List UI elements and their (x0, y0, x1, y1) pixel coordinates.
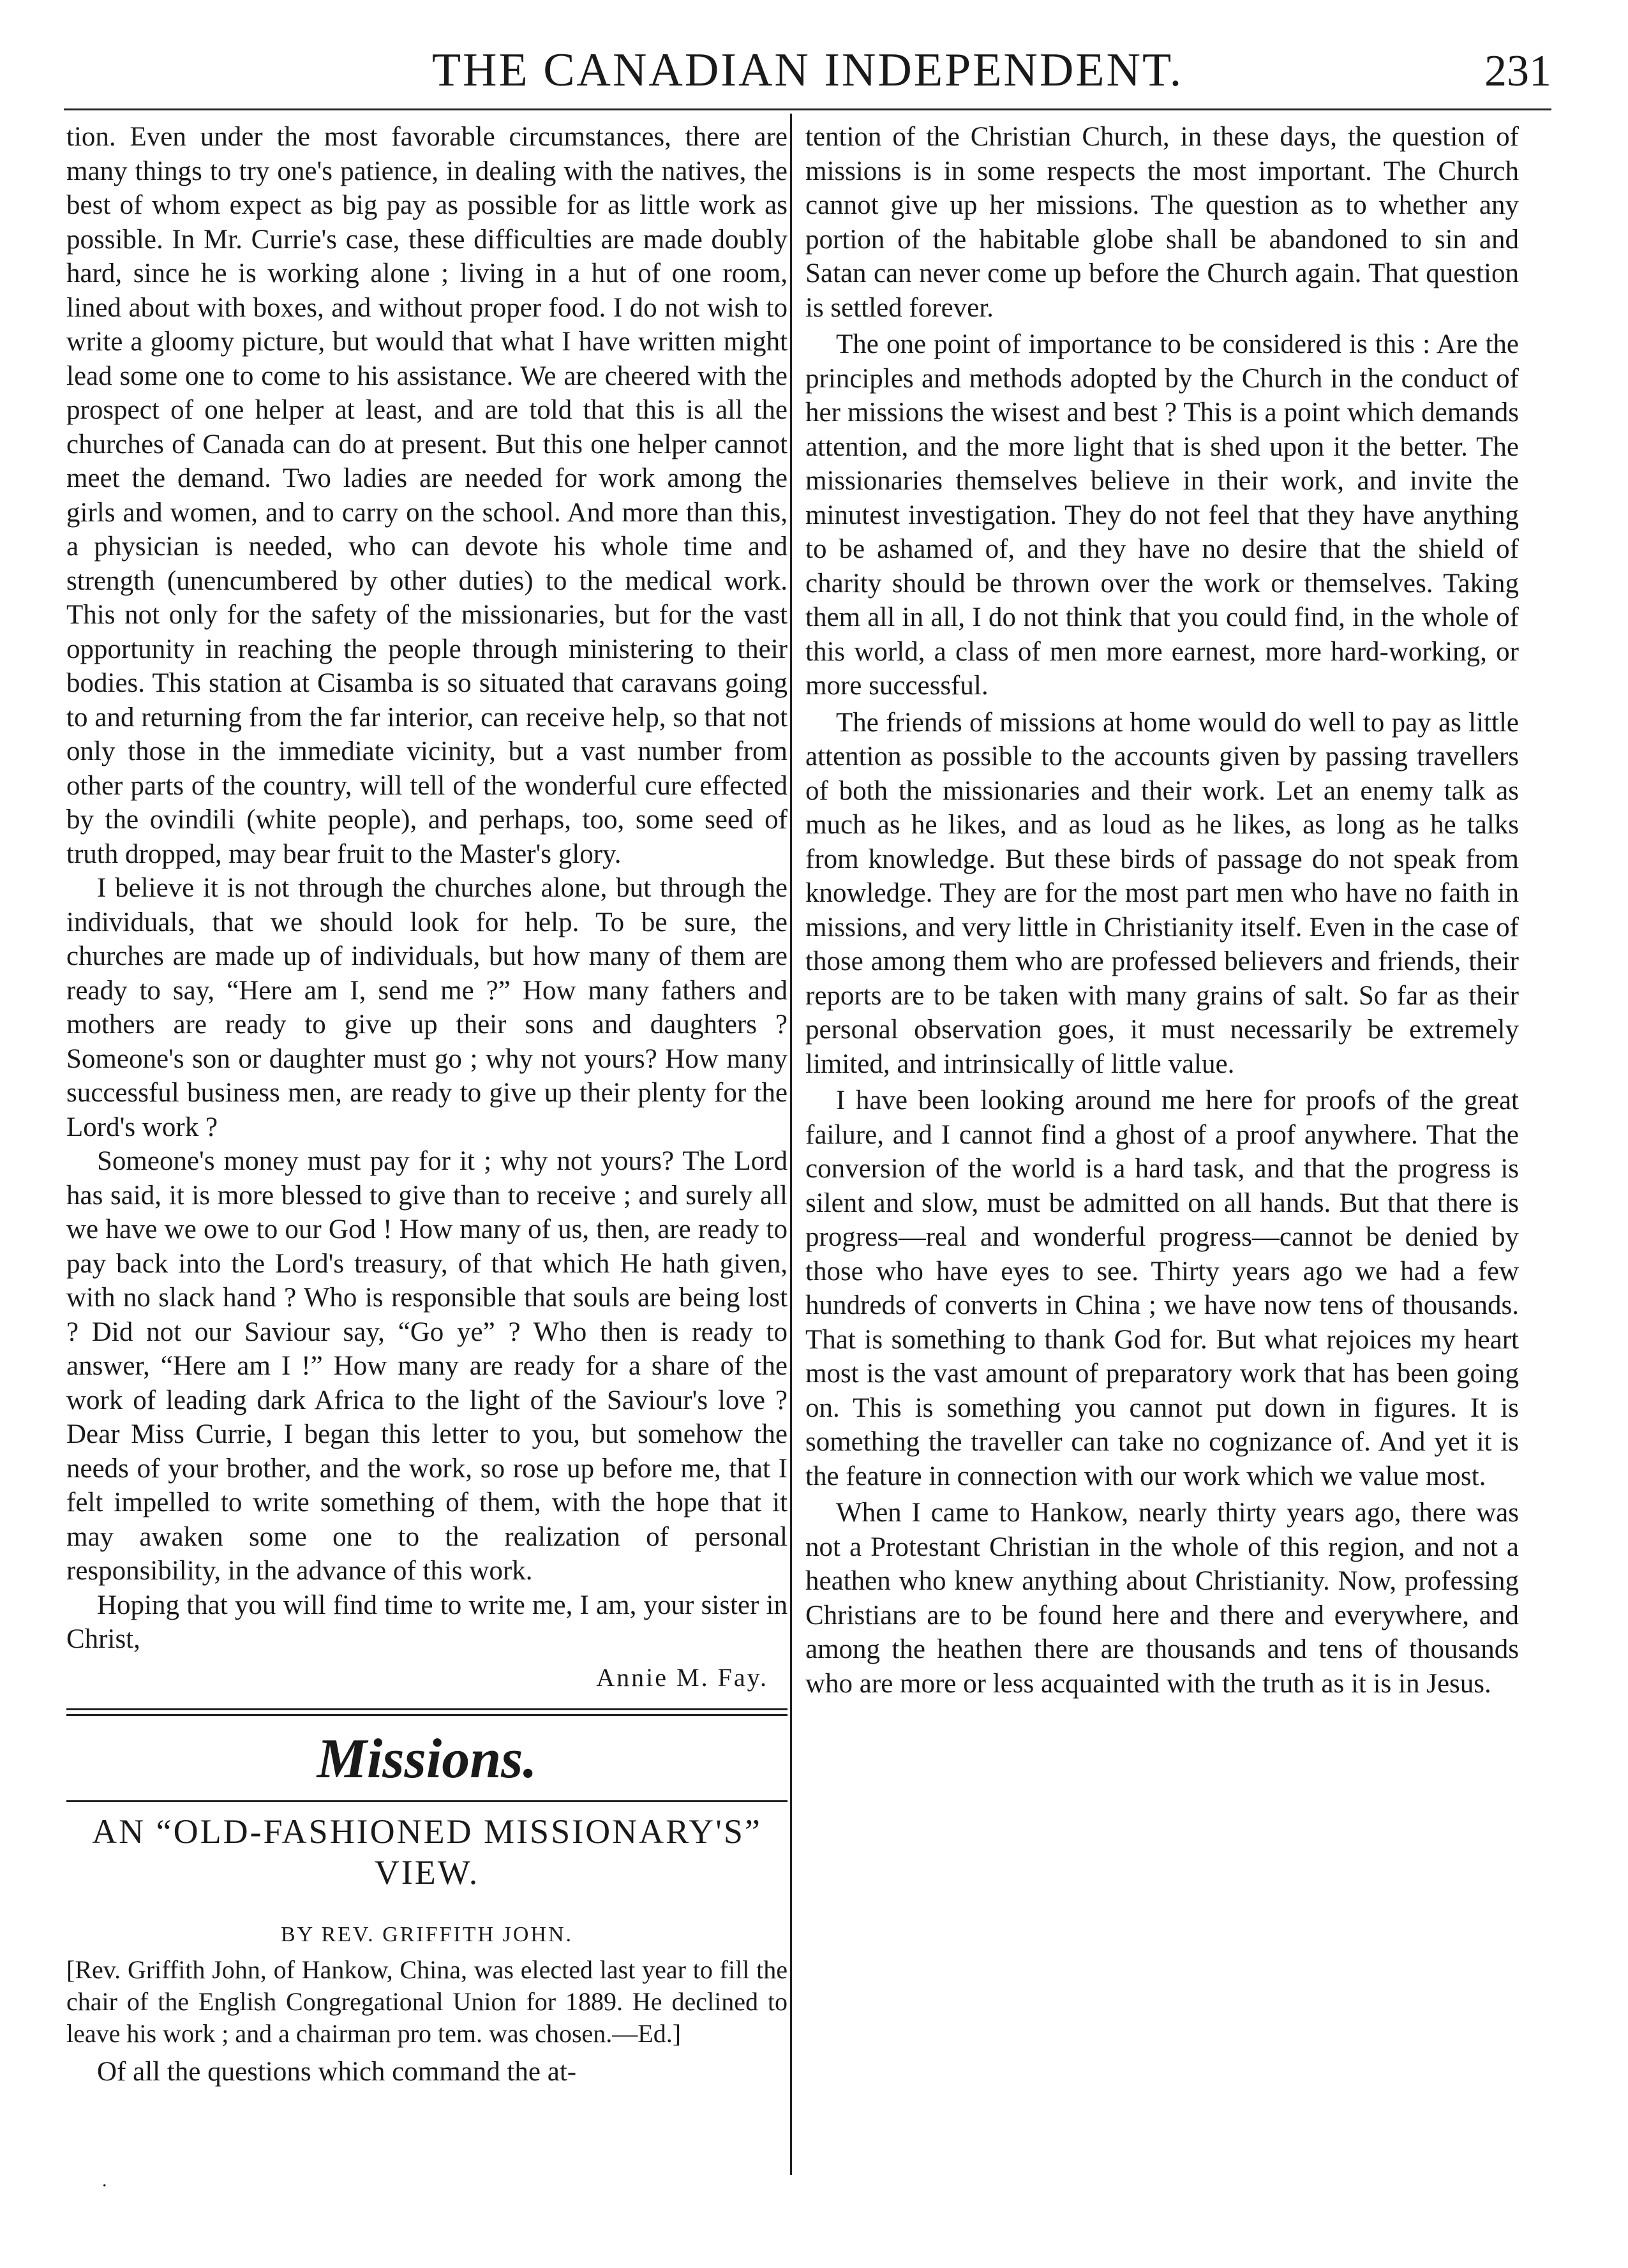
page-number: 231 (1484, 47, 1551, 96)
journal-title: THE CANADIAN INDEPENDENT. (431, 44, 1184, 96)
letter-closing: Hoping that you will find time to write me, I am, your sister in Christ, (66, 1590, 788, 1654)
column-divider (790, 114, 792, 2175)
article-opening: Of all the questions which command the at- (97, 2057, 577, 2087)
letter-signature: Annie M. Fay. (596, 1662, 768, 1692)
footer-mark: . (102, 2170, 107, 2191)
right-column (805, 120, 1519, 1701)
letter-paragraph-3: Someone's money must pay for it ; why not yours? The Lord has said, it is more blessed to give than to receive ; and surely all we have we owe to our God ! How many of us, then, are ready to pay back into the Lord's treasury, of that which He hath given, with no slack hand ? Who is responsible that souls are being lost ? Did not our Saviour say, “Go ye” ? Who then is ready to answer, “Here am I !” How many are ready for a share of the work of leading dark Africa to the light of the Saviour's love ? Dear Miss Currie, I began this letter to you, but somehow the needs of your brother, and the work, so rose up before me, that I felt impelled to write something of them, with the hope that it may awaken some one to the realization of personal responsibility, in the advance of this work. (66, 1146, 788, 1586)
article-paragraph-1: tention of the Christian Church, in these days, the question of missions is in some respects the most important. The Church cannot give up her missions. The question as to whether any portion of the habitable globe shall be abandoned to sin and Satan can never come up before the Church again. That question is settled forever. (805, 122, 1519, 323)
section-divider (66, 1708, 788, 1716)
section-heading: Missions. (317, 1728, 537, 1790)
article-paragraph-2: The one point of importance to be considered is this : Are the principles and methods adopted by the Church in the conduct of her missions the wisest and best ? This is a point which demands attention, and the more light that is shed upon it the better. The missionaries themselves believe in their work, and invite the minutest investigation. They do not feel that they have anything to be ashamed of, and they have no desire that the shield of charity should be thrown over the work or themselves. Taking them all in all, I do not think that you could find, in the whole of this world, a class of men more earnest, more hard-working, or more successful. (805, 329, 1519, 701)
article-paragraph-3: The friends of missions at home would do well to pay as little attention as possible to the accounts given by passing travellers of both the missionaries and their work. Let an enemy talk as much as he likes, and as loud as he likes, as long as he talks from knowledge. But these birds of passage do not speak from knowledge. They are for the most part men who have no faith in missions, and very little in Christianity itself. Even in the case of those among them who are professed believers and friends, their reports are to be taken with many grains of salt. So far as their personal observation goes, it must necessarily be extremely limited, and intrinsically of little value. (805, 707, 1519, 1079)
article-byline: BY REV. GRIFFITH JOHN. (281, 1923, 573, 1946)
article-paragraph-5: When I came to Hankow, nearly thirty years ago, there was not a Protestant Christian in the whole of this region, and not a heathen who knew anything about Christianity. Now, professing Christians are to be found here and there and everywhere, and among the heathen there are thousands and tens of thousands who are more or less acquainted with the truth as it is in Jesus. (805, 1498, 1519, 1699)
article-paragraph-4: I have been looking around me here for proofs of the great failure, and I cannot find a ghost of a proof anywhere. That the conversion of the world is a hard task, and that the progress is silent and slow, must be admitted on all hands. But that there is progress—real and wonderful progress—cannot be denied by those who have eyes to see. Thirty years ago we had a few hundreds of converts in China ; we have now tens of thousands. That is something to thank God for. But what rejoices my heart most is the vast amount of preparatory work that has been going on. This is something you cannot put down in figures. It is something the traveller can take no cognizance of. And yet it is the feature in connection with our work which we value most. (805, 1086, 1519, 1491)
page-header (64, 37, 1551, 101)
article-title: AN “OLD-FASHIONED MISSIONARY'S” VIEW. (92, 1812, 762, 1891)
editor-note: [Rev. Griffith John, of Hankow, China, was elected last year to fill the chair of the English Congregational Union for 1889. He declined to leave his work ; and a chairman pro tem. was chosen.—Ed.] (66, 1955, 788, 2048)
letter-paragraph-1: tion. Even under the most favorable circumstances, there are many things to try one's patience, in dealing with the natives, the best of whom expect as big pay as possible for as little work as possible. In Mr. Currie's case, these difficulties are made doubly hard, since he is working alone ; living in a hut of one room, lined about with boxes, and without proper food. I do not wish to write a gloomy picture, but would that what I have written might lead some one to come to his assistance. We are cheered with the prospect of one helper at least, and are told that this is all the churches of Canada can do at present. But this one helper cannot meet the demand. Two ladies are needed for work among the girls and women, and to carry on the school. And more than this, a physician is needed, who can devote his whole time and strength (unencumbered by other duties) to the medical work. This not only for the safety of the missionaries, but for the vast opportunity in reaching the people through ministering to their bodies. This station at Cisamba is so situated that caravans going to and returning from the far interior, can receive help, so that not only those in the immediate vicinity, but a vast number from other parts of the country, will tell of the wonderful cure effected by the ovindili (white people), and perhaps, too, some seed of truth dropped, may bear fruit to the Master's glory. (66, 122, 788, 869)
heading-rule (66, 1800, 788, 1802)
header-rule (64, 108, 1551, 110)
letter-paragraph-2: I believe it is not through the churches alone, but through the individuals, that we should look for help. To be sure, the churches are made up of individuals, but how many of them are ready to say, “Here am I, send me ?” How many fathers and mothers are ready to give up their sons and daughters ? Someone's son or daughter must go ; why not yours? How many successful business men, are ready to give up their plenty for the Lord's work ? (66, 873, 788, 1142)
left-column (66, 120, 788, 2089)
